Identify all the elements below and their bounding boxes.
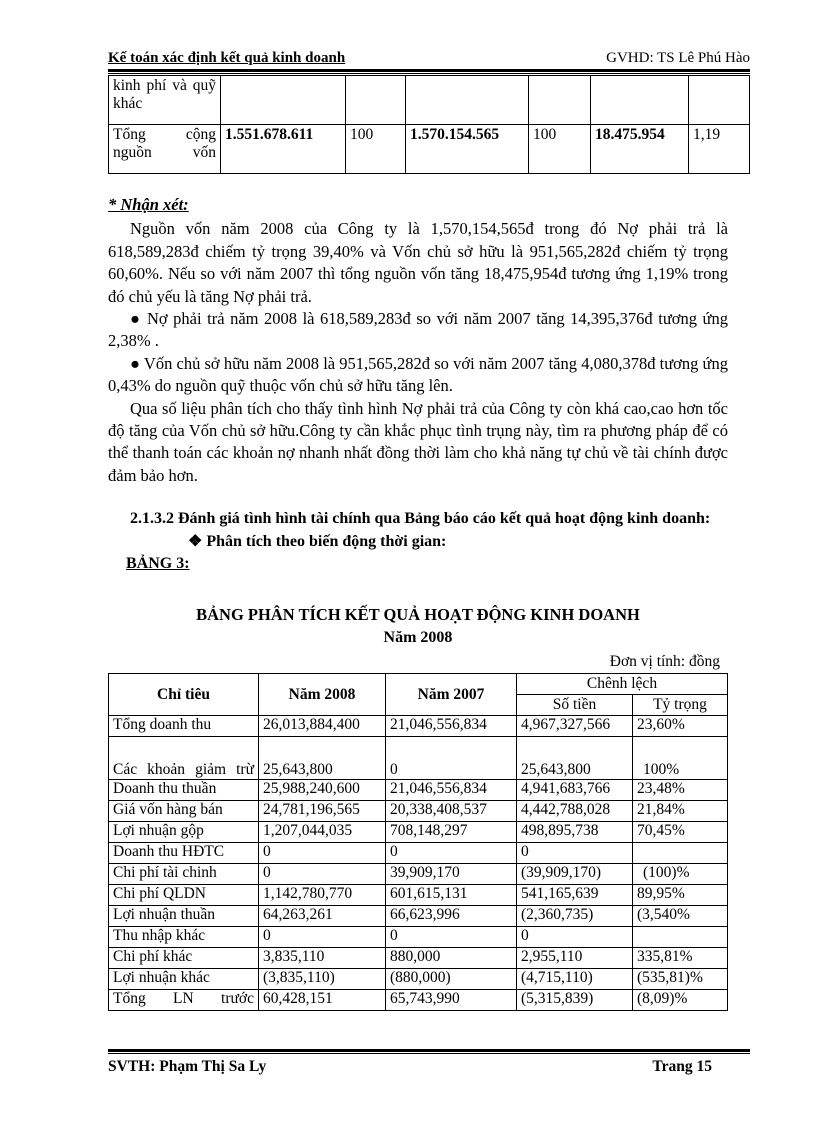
col-header: Chênh lệch bbox=[517, 674, 728, 695]
cell: 20,338,408,537 bbox=[386, 801, 517, 822]
cell: 498,895,738 bbox=[517, 822, 633, 843]
cell: 60,428,151 bbox=[259, 990, 386, 1011]
cell: 541,165,639 bbox=[517, 885, 633, 906]
row-label: Chi phí khác bbox=[109, 948, 259, 969]
cell: 0 bbox=[259, 864, 386, 885]
table-row bbox=[109, 885, 728, 906]
table-row bbox=[109, 76, 750, 125]
table-row bbox=[109, 843, 728, 864]
row-label: Tổng doanh thu bbox=[109, 716, 259, 737]
diamond-bullet-icon: ❖ bbox=[188, 533, 207, 551]
row-label: Giá vốn hàng bán bbox=[109, 801, 259, 822]
col-header: Tỷ trọng bbox=[633, 695, 728, 716]
cell: 0 bbox=[259, 927, 386, 948]
cell: 0 bbox=[386, 927, 517, 948]
table-row bbox=[109, 737, 728, 780]
cell: (39,909,170) bbox=[517, 864, 633, 885]
cell: 64,263,261 bbox=[259, 906, 386, 927]
cell: 2,955,110 bbox=[517, 948, 633, 969]
table-row bbox=[109, 780, 728, 801]
cell: (4,715,110) bbox=[517, 969, 633, 990]
table-row bbox=[109, 822, 728, 843]
cell: 24,781,196,565 bbox=[259, 801, 386, 822]
row-label: kinh phí và quỹ khác bbox=[109, 76, 221, 125]
cell: 0 bbox=[517, 927, 633, 948]
cell: 25,643,800 bbox=[259, 737, 386, 780]
cell bbox=[633, 843, 728, 864]
cell: 25,988,240,600 bbox=[259, 780, 386, 801]
cell: (3,540% bbox=[633, 906, 728, 927]
cell: 26,013,884,400 bbox=[259, 716, 386, 737]
row-label: Lợi nhuận khác bbox=[109, 969, 259, 990]
header-rule bbox=[108, 69, 750, 74]
cell: 65,743,990 bbox=[386, 990, 517, 1011]
remark-bullet: Nợ phải trả năm 2008 là 618,589,283đ so với năm 2007 tăng 14,395,376đ tương ứng 2,38% . bbox=[108, 309, 728, 351]
cell: 1.551.678.611 bbox=[221, 125, 346, 174]
cell bbox=[633, 927, 728, 948]
table-row bbox=[109, 990, 728, 1011]
cell: 3,835,110 bbox=[259, 948, 386, 969]
cell: 0 bbox=[517, 843, 633, 864]
section-subheading: Phân tích theo biến động thời gian: bbox=[206, 533, 447, 551]
cell: 880,000 bbox=[386, 948, 517, 969]
cell: 4,941,683,766 bbox=[517, 780, 633, 801]
cell: 1,207,044,035 bbox=[259, 822, 386, 843]
remark-bullet: Vốn chủ sở hữu năm 2008 là 951,565,282đ so với năm 2007 tăng 4,080,378đ tương ứng 0,43% do nguồn quỹ thuộc vốn chủ sở hữu tăng lên. bbox=[108, 353, 728, 396]
table-year: Năm 2008 bbox=[383, 629, 453, 646]
bullet-icon: ● bbox=[130, 353, 144, 373]
table-row bbox=[109, 948, 728, 969]
col-header: Năm 2007 bbox=[386, 674, 517, 716]
col-header: Chỉ tiêu bbox=[109, 674, 259, 716]
cell: 4,442,788,028 bbox=[517, 801, 633, 822]
cell: 23,48% bbox=[633, 780, 728, 801]
cell: 25,643,800 bbox=[517, 737, 633, 780]
cell: 0 bbox=[259, 843, 386, 864]
footer-rule bbox=[108, 1049, 750, 1054]
cell: 100 bbox=[346, 125, 406, 174]
cell: (535,81)% bbox=[633, 969, 728, 990]
cell: 601,615,131 bbox=[386, 885, 517, 906]
table-row bbox=[109, 801, 728, 822]
section-heading: 2.1.3.2 Đánh giá tình hình tài chính qua Bảng báo cáo kết quả hoạt động kinh doanh: bbox=[130, 510, 711, 528]
cell: 1,19 bbox=[689, 125, 750, 174]
table-row bbox=[109, 906, 728, 927]
cell: 70,45% bbox=[633, 822, 728, 843]
cell: (2,360,735) bbox=[517, 906, 633, 927]
col-header: Năm 2008 bbox=[259, 674, 386, 716]
cell: 18.475.954 bbox=[591, 125, 689, 174]
remark-paragraph: Qua số liệu phân tích cho thấy tình hình Nợ phải trả của Công ty còn khá cao,cao hơn tốc độ tăng của Vốn chủ sở hữu.Công ty cần khắc phục tình trụng này, tìm ra phương pháp để có thể thanh toán các khoản nợ nhanh nhất đồng thời làm cho khả năng tự chủ về tài chính được đảm bảo hơn. bbox=[108, 398, 728, 485]
cell: 23,60% bbox=[633, 716, 728, 737]
remark-paragraph: Nguồn vốn năm 2008 của Công ty là 1,570,154,565đ trong đó Nợ phải trả là 618,589,283đ chiếm tỷ trọng 39,40% và Vốn chủ sở hữu là 951,565,282đ chiếm tỷ trọng 60,60%. Nếu so với năm 2007 thì tổng nguồn vốn tăng 18,475,954đ tương ứng 1,19% trong đó chủ yếu là tăng Nợ phải trả. bbox=[108, 219, 728, 306]
cell: 100% bbox=[633, 737, 728, 780]
row-label: Tổng LN trước bbox=[109, 990, 259, 1011]
table-label: BẢNG 3: bbox=[126, 555, 190, 573]
cell: 100 bbox=[529, 125, 591, 174]
row-label: Doanh thu HĐTC bbox=[109, 843, 259, 864]
cell: 21,046,556,834 bbox=[386, 780, 517, 801]
cell: 39,909,170 bbox=[386, 864, 517, 885]
cell: 1,142,780,770 bbox=[259, 885, 386, 906]
unit-label: Đơn vị tính: đồng bbox=[609, 653, 720, 670]
cell: 708,148,297 bbox=[386, 822, 517, 843]
row-label: Các khoản giảm trừ bbox=[109, 737, 259, 780]
table-row bbox=[109, 969, 728, 990]
row-label: Lợi nhuận thuần bbox=[109, 906, 259, 927]
row-label: Doanh thu thuần bbox=[109, 780, 259, 801]
cell: (100)% bbox=[633, 864, 728, 885]
capital-table bbox=[108, 75, 750, 174]
header-title: Kế toán xác định kết quả kinh doanh bbox=[108, 50, 346, 66]
table-title: BẢNG PHÂN TÍCH KẾT QUẢ HOẠT ĐỘNG KINH DOANH bbox=[196, 605, 640, 624]
row-label: Chi phí tài chinh bbox=[109, 864, 259, 885]
table-row bbox=[109, 864, 728, 885]
cell: 1.570.154.565 bbox=[406, 125, 529, 174]
footer-page-number: Trang 15 bbox=[652, 1058, 712, 1075]
cell: 21,84% bbox=[633, 801, 728, 822]
table-row bbox=[109, 125, 750, 174]
row-label: Tổng cộng nguồn vốn bbox=[109, 125, 221, 174]
cell: 89,95% bbox=[633, 885, 728, 906]
row-label: Chi phí QLDN bbox=[109, 885, 259, 906]
cell: (8,09)% bbox=[633, 990, 728, 1011]
cell: 4,967,327,566 bbox=[517, 716, 633, 737]
remark-title: * Nhận xét: bbox=[108, 195, 189, 214]
cell: 0 bbox=[386, 737, 517, 780]
col-header: Số tiền bbox=[517, 695, 633, 716]
cell: 0 bbox=[386, 843, 517, 864]
table-row bbox=[109, 927, 728, 948]
bullet-icon: ● bbox=[130, 309, 147, 329]
footer-student: SVTH: Phạm Thị Sa Ly bbox=[108, 1058, 267, 1075]
row-label: Lợi nhuận gộp bbox=[109, 822, 259, 843]
cell: (880,000) bbox=[386, 969, 517, 990]
cell: (5,315,839) bbox=[517, 990, 633, 1011]
table-row bbox=[109, 716, 728, 737]
business-results-table bbox=[108, 673, 728, 1011]
header-supervisor: GVHD: TS Lê Phú Hào bbox=[606, 50, 750, 66]
cell: (3,835,110) bbox=[259, 969, 386, 990]
row-label: Thu nhập khác bbox=[109, 927, 259, 948]
remark-section bbox=[108, 194, 728, 576]
cell: 66,623,996 bbox=[386, 906, 517, 927]
cell: 335,81% bbox=[633, 948, 728, 969]
cell: 21,046,556,834 bbox=[386, 716, 517, 737]
